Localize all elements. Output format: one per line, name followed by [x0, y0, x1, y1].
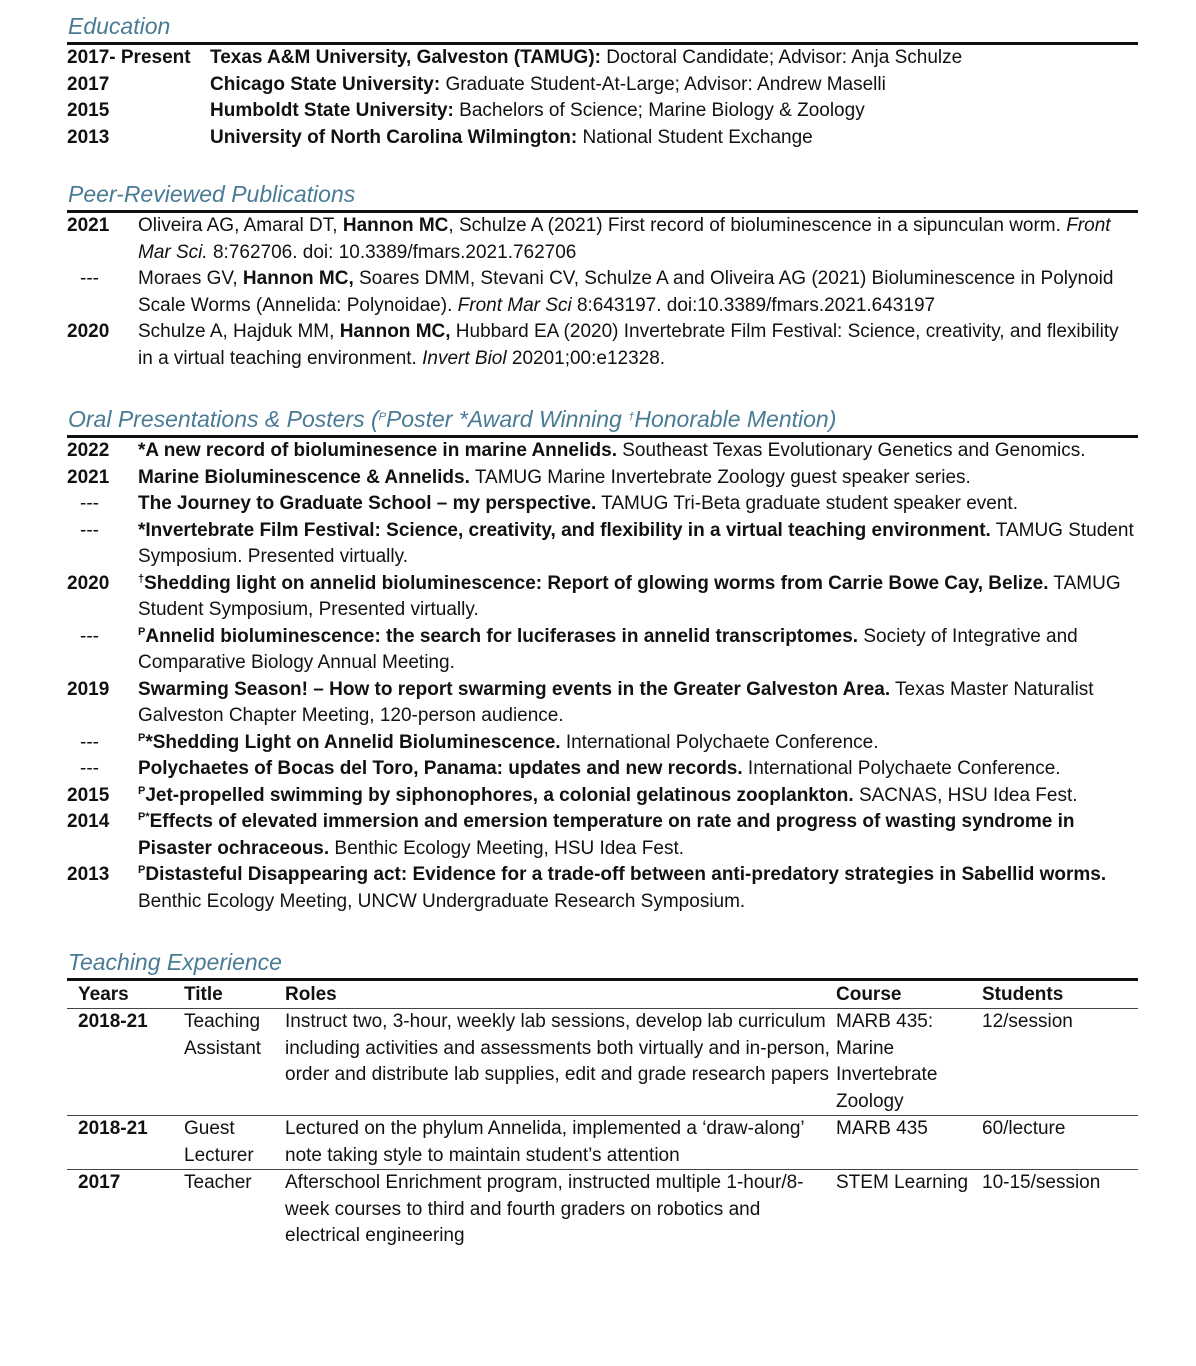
presentation-title: Swarming Season! – How to report swarming events in the Greater Galveston Area.: [138, 678, 891, 700]
cell-students: 60/lecture: [982, 1116, 1138, 1170]
presentation-entry: [67, 756, 1138, 783]
cell-course: MARB 435: [836, 1116, 982, 1170]
education-school: Chicago State University:: [210, 73, 441, 95]
cell-students: 10-15/session: [982, 1172, 1101, 1193]
education-detail: Graduate Student-At-Large; Advisor: Andrew Maselli: [440, 73, 886, 95]
presentation-title: Shedding light on annelid bioluminescence: Report of glowing worms from Carrie Bowe Cay, Belize.: [144, 572, 1049, 594]
table-row: [67, 1116, 1138, 1170]
cell-roles: Afterschool Enrichment program, instructed multiple 1-hour/8-week courses to third and fourth graders on robotics and electrical engineering: [285, 1172, 804, 1246]
education-entry: [67, 125, 1138, 152]
presentation-venue: SACNAS, HSU Idea Fest.: [853, 784, 1078, 806]
citation-highlight-author: Hannon MC,: [339, 321, 451, 342]
poster-marker: P: [378, 411, 386, 423]
presentation-marker: †: [138, 572, 145, 585]
presentation-year: 2015: [67, 784, 110, 806]
presentation-venue: International Polychaete Conference.: [560, 731, 879, 753]
presentation-entry: [67, 571, 1138, 624]
presentation-year: 2022: [67, 440, 110, 461]
presentation-text: [138, 438, 1138, 465]
presentation-venue: TAMUG Student Symposium. Presented virtually.: [138, 519, 1134, 567]
citation-authors-before: Schulze A, Hajduk MM,: [138, 321, 340, 342]
education-year: 2017: [67, 73, 110, 95]
presentation-year: ---: [80, 731, 99, 753]
education-text: [210, 98, 1138, 125]
education-year: 2017- Present: [67, 47, 191, 68]
table-row: [67, 1170, 1138, 1250]
presentations-list: [67, 438, 1138, 915]
education-heading: Education: [68, 13, 171, 39]
presentation-venue: TAMUG Student Symposium, Presented virtually.: [138, 572, 1121, 620]
presentation-title: Distasteful Disappearing act: Evidence for a trade-off between anti-predatory strategies in Sabellid worms.: [145, 864, 1107, 885]
presentation-year: 2013: [67, 864, 110, 885]
teaching-header-row: [67, 982, 1138, 1009]
column-header-years: Years: [67, 982, 184, 1009]
cell-course: STEM Learning: [836, 1172, 969, 1193]
presentations-heading-legend: Poster *Award Winning: [385, 406, 629, 432]
cell-roles: Lectured on the phylum Annelida, implemented a ‘draw-along’ note taking style to maintain student’s attention: [285, 1116, 836, 1170]
column-header-students: Students: [982, 982, 1138, 1009]
presentation-entry: [67, 677, 1138, 730]
publication-citation: [138, 213, 1138, 266]
citation-highlight-author: Hannon MC,: [242, 268, 354, 289]
presentation-entry: [67, 438, 1138, 465]
presentation-venue: Texas Master Naturalist Galveston Chapter Meeting, 120-person audience.: [138, 678, 1094, 726]
presentation-title: Marine Bioluminescence & Annelids.: [138, 466, 470, 488]
presentation-marker: P: [138, 731, 146, 744]
citation-authors-before: Oliveira AG, Amaral DT,: [138, 215, 343, 236]
education-detail: National Student Exchange: [577, 126, 813, 148]
presentation-year: ---: [80, 519, 99, 541]
presentation-entry: [67, 730, 1138, 757]
presentation-title: Polychaetes of Bocas del Toro, Panama: updates and new records.: [138, 758, 743, 779]
presentation-text: [138, 518, 1138, 571]
teaching-rule: [67, 978, 1138, 981]
citation-highlight-author: Hannon MC: [342, 215, 449, 236]
presentation-year: ---: [80, 758, 99, 779]
citation-journal: Invert Biol: [422, 347, 507, 369]
column-header-course: Course: [836, 982, 982, 1009]
teaching-heading: Teaching Experience: [68, 949, 282, 975]
presentation-year: 2020: [67, 572, 110, 594]
education-detail: Doctoral Candidate; Advisor: Anja Schulze: [600, 47, 963, 68]
honorable-mention-marker: †: [628, 411, 635, 423]
education-entry: [67, 72, 1138, 99]
education-entry: [67, 98, 1138, 125]
publication-citation: [138, 319, 1138, 372]
presentation-venue: International Polychaete Conference.: [742, 758, 1061, 779]
presentation-marker: P*: [138, 811, 150, 823]
presentation-text: [138, 783, 1138, 810]
education-school: University of North Carolina Wilmington:: [210, 126, 578, 148]
presentation-marker: P: [138, 784, 146, 797]
presentation-venue: TAMUG Marine Invertebrate Zoology guest speaker series.: [469, 466, 971, 488]
publication-year: ---: [80, 268, 99, 289]
presentation-text: [138, 677, 1138, 730]
education-detail: Bachelors of Science; Marine Biology & Zoology: [453, 100, 865, 121]
citation-doi: 8:762706. doi: 10.3389/fmars.2021.762706: [207, 241, 577, 263]
education-year: 2013: [67, 126, 110, 148]
presentation-text: [138, 862, 1138, 915]
presentation-title: *Invertebrate Film Festival: Science, creativity, and flexibility in a virtual teaching environment.: [138, 519, 991, 541]
citation-body: Soares DMM, Stevani CV, Schulze A and Oliveira AG (2021) Bioluminescence in Polynoid Scale Worms (Annelida: Polynoidae).: [138, 268, 1114, 316]
presentation-marker: P: [138, 864, 146, 876]
citation-journal: Front Mar Sci.: [138, 215, 1111, 263]
column-header-title: Title: [184, 982, 285, 1009]
citation-journal: Front Mar Sci: [457, 294, 572, 316]
presentations-heading-end: Honorable Mention): [634, 406, 837, 432]
table-row: [67, 1009, 1138, 1116]
cell-title: Teacher: [184, 1172, 252, 1193]
presentation-year: 2019: [67, 678, 110, 700]
publication-entry: [67, 319, 1138, 372]
presentation-entry: [67, 783, 1138, 810]
citation-doi: 20201;00:e12328.: [506, 347, 666, 369]
presentation-title: The Journey to Graduate School – my perspective.: [138, 493, 597, 514]
citation-body: Hubbard EA (2020) Invertebrate Film Festival: Science, creativity, and flexibility in a virtual teaching environment.: [138, 321, 1119, 369]
presentation-title: *Shedding Light on Annelid Bioluminescence.: [145, 731, 561, 753]
cell-years: 2017: [78, 1172, 121, 1193]
publications-list: [67, 213, 1138, 372]
presentation-entry: [67, 491, 1138, 518]
publications-heading: Peer-Reviewed Publications: [68, 181, 356, 207]
presentation-text: [138, 756, 1138, 783]
presentation-year: ---: [80, 625, 99, 647]
presentation-venue: Society of Integrative and Comparative Biology Annual Meeting.: [138, 625, 1078, 673]
publication-citation: [138, 266, 1138, 319]
presentation-year: 2021: [67, 466, 110, 488]
presentation-venue: TAMUG Tri-Beta graduate student speaker event.: [596, 493, 1018, 514]
presentation-text: [138, 465, 1138, 492]
education-list: [67, 45, 1138, 151]
presentation-marker: P: [138, 625, 146, 638]
presentation-entry: [67, 862, 1138, 915]
cell-students: 12/session: [982, 1009, 1138, 1116]
cell-title: Guest Lecturer: [184, 1116, 285, 1170]
publication-year: 2020: [67, 321, 110, 342]
cv-page: [67, 12, 1138, 1250]
presentation-entry: [67, 809, 1138, 862]
presentation-text: [138, 491, 1138, 518]
education-text: [210, 72, 1138, 99]
cell-title: Teaching Assistant: [184, 1009, 285, 1116]
presentations-heading: [67, 405, 1138, 435]
education-text: [210, 45, 1138, 72]
cell-roles: Instruct two, 3-hour, weekly lab sessions, develop lab curriculum including activities and assessments both virtually and in-person, order and distribute lab supplies, edit and grade research papers: [285, 1009, 836, 1116]
teaching-table: [67, 982, 1138, 1250]
education-school: Texas A&M University, Galveston (TAMUG):: [210, 47, 601, 68]
presentation-venue: Benthic Ecology Meeting, UNCW Undergraduate Research Symposium.: [138, 890, 746, 912]
presentation-title: Annelid bioluminescence: the search for luciferases in annelid transcriptomes.: [145, 625, 859, 647]
presentation-title: *A new record of bioluminesence in marine Annelids.: [138, 440, 617, 461]
education-text: [210, 125, 1138, 152]
citation-doi: 8:643197. doi:10.3389/fmars.2021.643197: [571, 294, 936, 316]
presentation-year: 2014: [67, 811, 110, 832]
presentation-venue: Benthic Ecology Meeting, HSU Idea Fest.: [329, 837, 684, 859]
citation-authors-before: Moraes GV,: [138, 268, 243, 289]
section-spacer: [67, 372, 1138, 405]
education-year: 2015: [67, 100, 110, 121]
section-spacer: [67, 151, 1138, 180]
presentation-year: ---: [80, 493, 99, 514]
presentation-text: [138, 624, 1138, 677]
presentation-title: Jet-propelled swimming by siphonophores, a colonial gelatinous zooplankton.: [145, 784, 854, 806]
cell-years: 2018-21: [67, 1009, 184, 1116]
presentation-text: [138, 571, 1138, 624]
column-header-roles: Roles: [285, 982, 836, 1009]
cell-years: 2018-21: [67, 1116, 184, 1170]
publication-year: 2021: [67, 215, 110, 236]
presentation-text: [138, 730, 1138, 757]
presentation-entry: [67, 465, 1138, 492]
publication-entry: [67, 213, 1138, 266]
presentation-entry: [67, 518, 1138, 571]
presentation-title: Effects of elevated immersion and emersion temperature on rate and progress of wasting syndrome in Pisaster ochraceous.: [138, 811, 1075, 859]
citation-body: , Schulze A (2021) First record of bioluminescence in a sipunculan worm.: [448, 215, 1067, 236]
publication-entry: [67, 266, 1138, 319]
section-spacer: [67, 915, 1138, 948]
education-entry: [67, 45, 1138, 72]
presentation-venue: Southeast Texas Evolutionary Genetics and Genomics.: [616, 440, 1086, 461]
education-school: Humboldt State University:: [210, 100, 454, 121]
presentation-entry: [67, 624, 1138, 677]
cell-course: MARB 435: Marine Invertebrate Zoology: [836, 1009, 982, 1116]
presentations-heading-main: Oral Presentations & Posters (: [68, 406, 379, 432]
presentation-text: [138, 809, 1138, 862]
